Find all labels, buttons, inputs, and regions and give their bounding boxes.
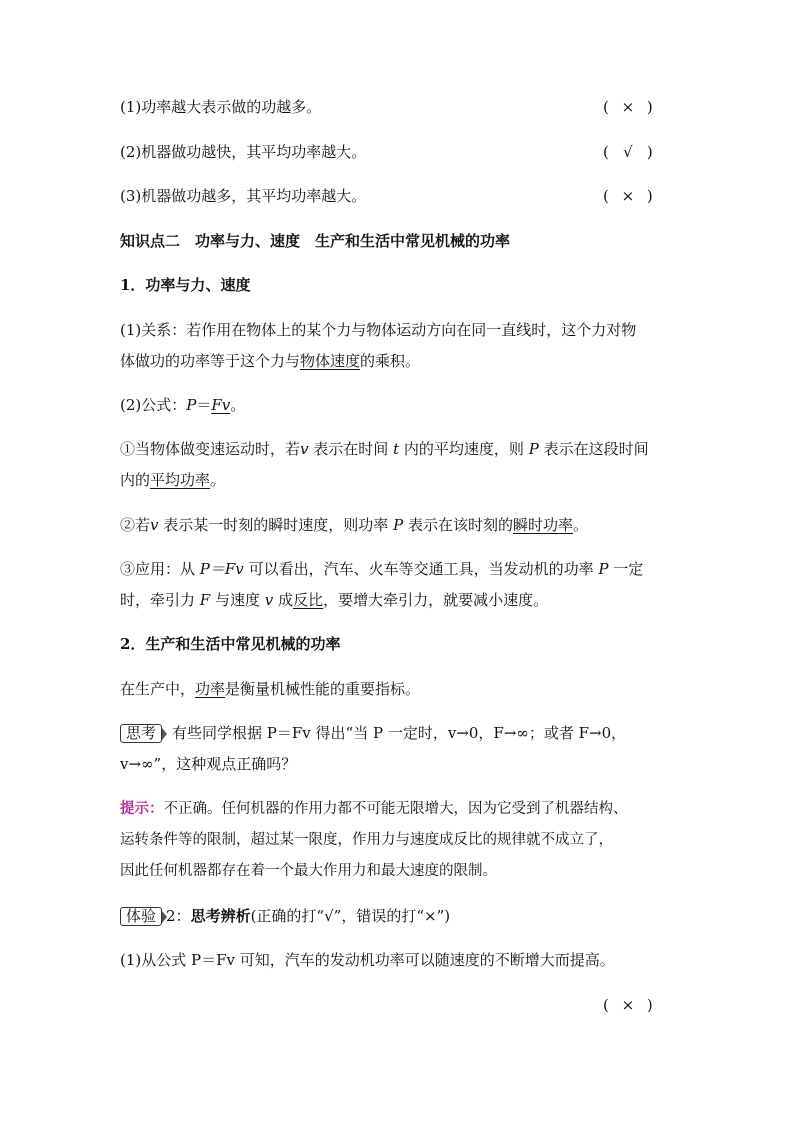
hint-line-2: 运转条件等的限制，超过某一限度，作用力与速度成反比的规律就不成立了， bbox=[120, 832, 613, 848]
judge-answer-2: ( √ ) bbox=[603, 143, 653, 161]
subsection-2-text: 在生产中，功率是衡量机械性能的重要指标。 bbox=[120, 680, 421, 698]
think-line-1: 思考 有些同学根据 P＝Fv 得出“当 P 一定时，v→0，F→∞；或者 F→0， bbox=[120, 723, 680, 743]
section-title: 知识点二 功率与力、速度 生产和生活中常见机械的功率 bbox=[120, 232, 511, 250]
subsection-2-title: 2．生产和生活中常见机械的功率 bbox=[120, 635, 341, 653]
fill-blank: 反比 bbox=[293, 591, 324, 609]
judge-item-3: (3)机器做功越多，其平均功率越大。 bbox=[120, 187, 367, 205]
fill-blank: Fv bbox=[211, 396, 231, 414]
judge-answer-3: ( × ) bbox=[603, 187, 653, 205]
experience-answer-1: ( × ) bbox=[603, 996, 653, 1014]
formula-line: (2)公式：P＝Fv。 bbox=[120, 396, 246, 414]
fill-blank: 平均功率 bbox=[150, 471, 211, 489]
think-line-2: v→∞”，这种观点正确吗？ bbox=[120, 755, 297, 773]
fill-blank: 功率 bbox=[195, 680, 226, 698]
point-3-line-2: 时，牵引力 F 与速度 v 成反比，要增大牵引力，就要减小速度。 bbox=[120, 591, 549, 609]
relation-line-2: 体做功的功率等于这个力与物体速度的乘积。 bbox=[120, 352, 421, 370]
judge-answer-1: ( × ) bbox=[603, 98, 653, 116]
think-tag: 思考 bbox=[120, 724, 162, 743]
hint-line-1: 提示：不正确。任何机器的作用力都不可能无限增大，因为它受到了机器结构、 bbox=[120, 801, 628, 817]
point-2-line: ②若v 表示某一时刻的瞬时速度，则功率 P 表示在该时刻的瞬时功率。 bbox=[120, 516, 588, 534]
experience-header: 体验 2：思考辨析(正确的打“√”，错误的打“×”) bbox=[120, 906, 680, 926]
hint-line-3: 因此任何机器都存在着一个最大作用力和最大速度的限制。 bbox=[120, 863, 497, 879]
experience-item-1: (1)从公式 P＝Fv 可知，汽车的发动机功率可以随速度的不断增大而提高。 bbox=[120, 951, 615, 969]
point-1-line-2: 内的平均功率。 bbox=[120, 471, 226, 489]
point-1-line-1: ①当物体做变速运动时，若v 表示在时间 t 内的平均速度，则 P 表示在这段时间 bbox=[120, 440, 649, 458]
point-3-line-1: ③应用：从 P＝Fv 可以看出，汽车、火车等交通工具，当发动机的功率 P 一定 bbox=[120, 560, 644, 578]
judge-item-2: (2)机器做功越快，其平均功率越大。 bbox=[120, 143, 367, 161]
experience-tag: 体验 bbox=[120, 907, 162, 926]
judge-item-1: (1)功率越大表示做的功越多。 bbox=[120, 98, 322, 116]
hint-label: 提示： bbox=[120, 801, 164, 817]
fill-blank: 瞬时功率 bbox=[512, 516, 573, 534]
subsection-1-title: 1．功率与力、速度 bbox=[120, 276, 251, 294]
fill-blank: 物体速度 bbox=[300, 352, 361, 370]
relation-line-1: (1)关系：若作用在物体上的某个力与物体运动方向在同一直线时，这个力对物 bbox=[120, 321, 637, 339]
